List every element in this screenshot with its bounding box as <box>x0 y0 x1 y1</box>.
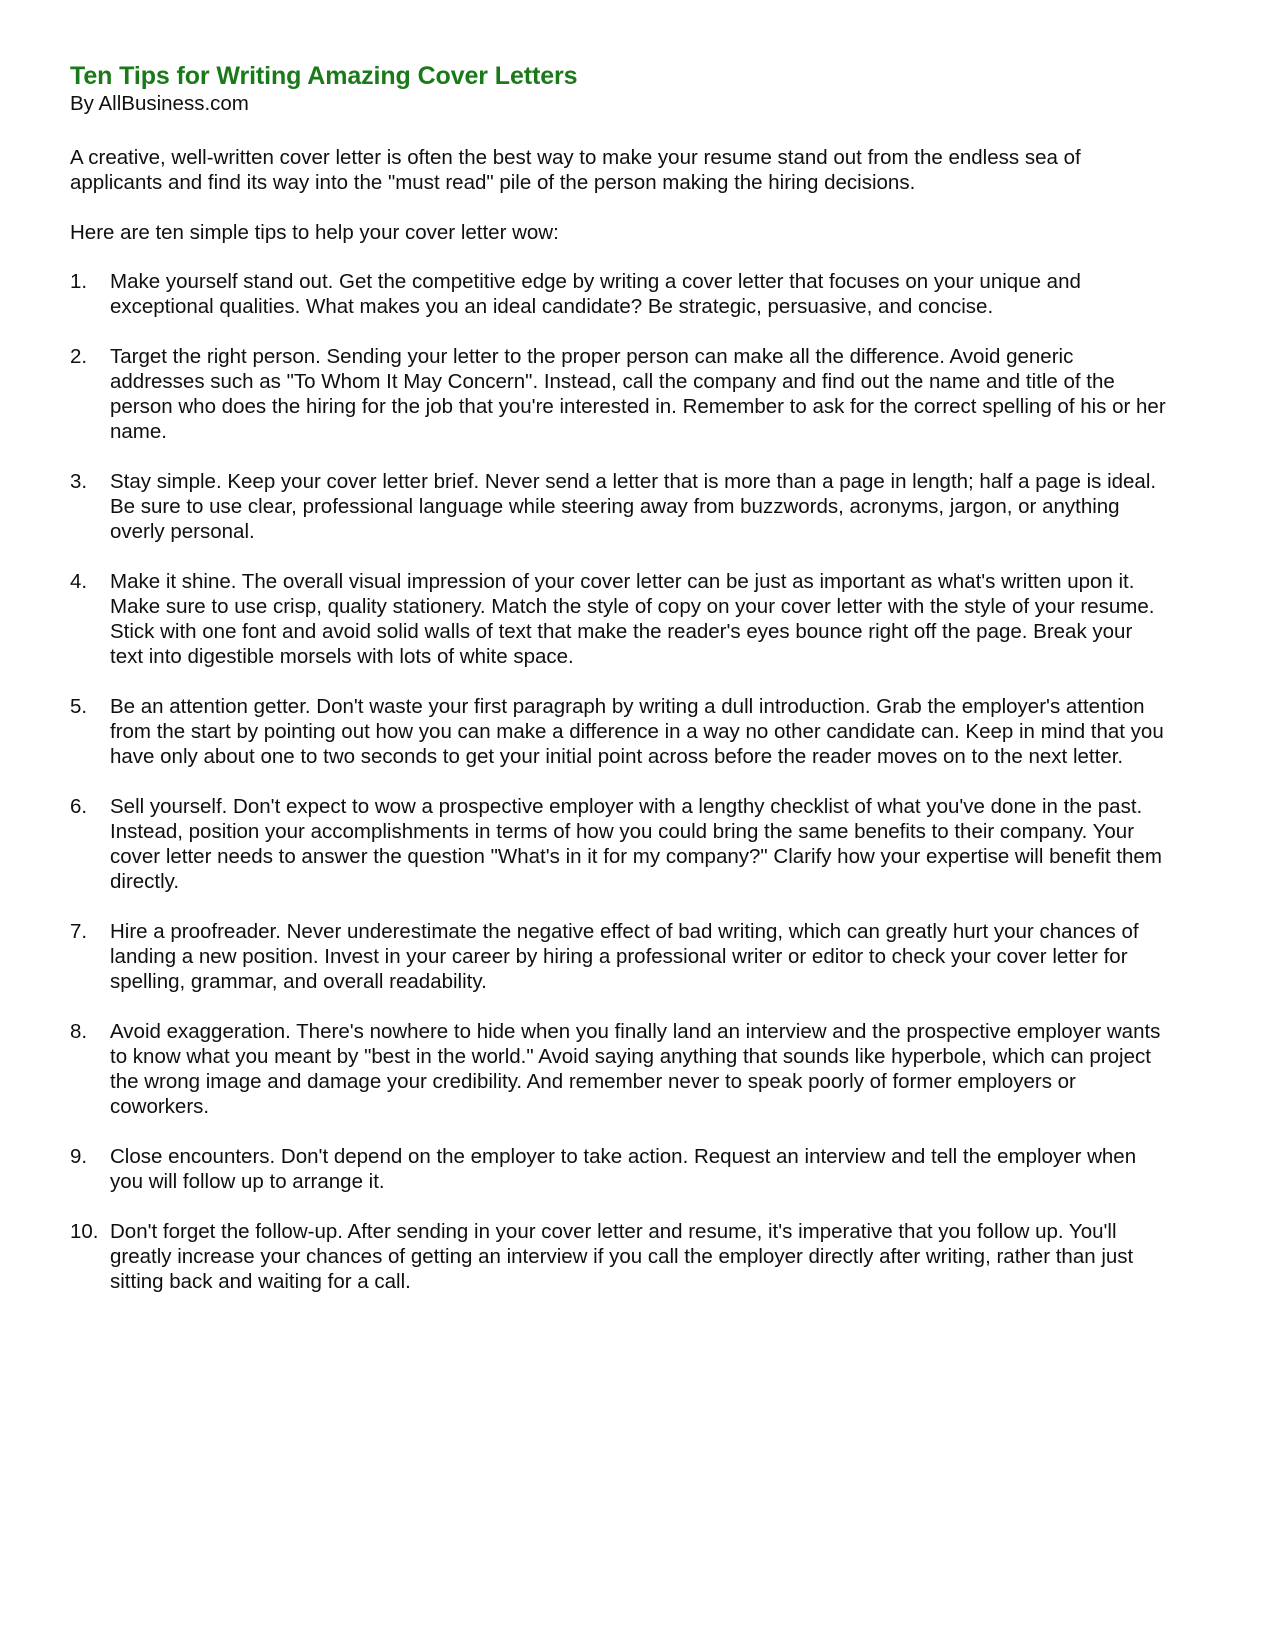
list-item <box>70 269 1168 319</box>
list-item-number: 10. <box>70 1219 99 1243</box>
intro-section <box>70 145 1168 245</box>
list-item-text: Make yourself stand out. Get the competitive edge by writing a cover letter that focuses on your unique and exceptional qualities. What makes you an ideal candidate? Be strategic, persuasive, and concise. <box>110 269 1081 318</box>
list-item-text: Hire a proofreader. Never underestimate the negative effect of bad writing, which can greatly hurt your chances of landing a new position. Invest in your career by hiring a professional writer or editor to check your cover letter for spelling, grammar, and overall readability. <box>110 919 1139 993</box>
list-item <box>70 794 1168 894</box>
list-item-number: 6. <box>70 794 88 818</box>
list-item <box>70 1144 1168 1194</box>
list-item-number: 3. <box>70 469 88 493</box>
list-item-text: Close encounters. Don't depend on the employer to take action. Request an interview and tell the employer when you will follow up to arrange it. <box>110 1144 1137 1193</box>
list-item-number: 4. <box>70 569 88 593</box>
list-item-text: Sell yourself. Don't expect to wow a prospective employer with a lengthy checklist of what you've done in the past. Instead, position your accomplishments in terms of how you could bring the same benefits to their company. Your cover letter needs to answer the question "What's in it for my company?" Clarify how your expertise will benefit them directly. <box>110 794 1162 893</box>
page-title: Ten Tips for Writing Amazing Cover Letters <box>70 62 578 90</box>
list-item <box>70 344 1168 444</box>
list-item <box>70 1219 1168 1294</box>
list-item-number: 7. <box>70 919 88 943</box>
list-item <box>70 1019 1168 1119</box>
list-item-text: Stay simple. Keep your cover letter brief. Never send a letter that is more than a page in length; half a page is ideal. Be sure to use clear, professional language while steering away from buzzwords, acronyms, jargon, or anything overly personal. <box>110 469 1157 543</box>
list-item-text: Make it shine. The overall visual impression of your cover letter can be just as important as what's written upon it. Make sure to use crisp, quality stationery. Match the style of copy on your cover letter with the style of your resume. Stick with one font and avoid solid walls of text that make the reader's eyes bounce right off the page. Break your text into digestible morsels with lots of white space. <box>110 569 1155 668</box>
list-item <box>70 694 1168 769</box>
intro-paragraph: A creative, well-written cover letter is often the best way to make your resume stand out from the endless sea of applicants and find its way into the "must read" pile of the person making the hiring decisions. <box>70 145 1081 194</box>
list-item-text: Don't forget the follow-up. After sending in your cover letter and resume, it's imperative that you follow up. You'll greatly increase your chances of getting an interview if you call the employer directly after writing, rather than just sitting back and waiting for a call. <box>110 1219 1134 1293</box>
list-item <box>70 919 1168 994</box>
list-item-number: 2. <box>70 344 88 368</box>
list-item-text: Target the right person. Sending your letter to the proper person can make all the difference. Avoid generic addresses such as "To Whom It May Concern". Instead, call the company and find out the name and title of the person who does the hiring for the job that you're interested in. Remember to ask for the correct spelling of his or her name. <box>110 344 1166 443</box>
list-item <box>70 569 1168 669</box>
tips-list <box>70 269 1168 1294</box>
list-item <box>70 469 1168 544</box>
document-content <box>70 62 1168 1294</box>
list-item-number: 5. <box>70 694 88 718</box>
list-item-number: 1. <box>70 269 88 293</box>
list-item-text: Be an attention getter. Don't waste your first paragraph by writing a dull introduction. Grab the employer's attention from the start by pointing out how you can make a difference in a way no other candidate can. Keep in mind that you have only about one to two seconds to get your initial point across before the reader moves on to the next letter. <box>110 694 1164 768</box>
list-item-text: Avoid exaggeration. There's nowhere to hide when you finally land an interview and the prospective employer wants to know what you meant by "best in the world." Avoid saying anything that sounds like hyperbole, which can project the wrong image and damage your credibility. And remember never to speak poorly of former employers or coworkers. <box>110 1019 1161 1118</box>
list-item-number: 9. <box>70 1144 88 1168</box>
author-byline: By AllBusiness.com <box>70 92 249 115</box>
intro-lead-in: Here are ten simple tips to help your cover letter wow: <box>70 220 559 244</box>
list-item-number: 8. <box>70 1019 88 1043</box>
